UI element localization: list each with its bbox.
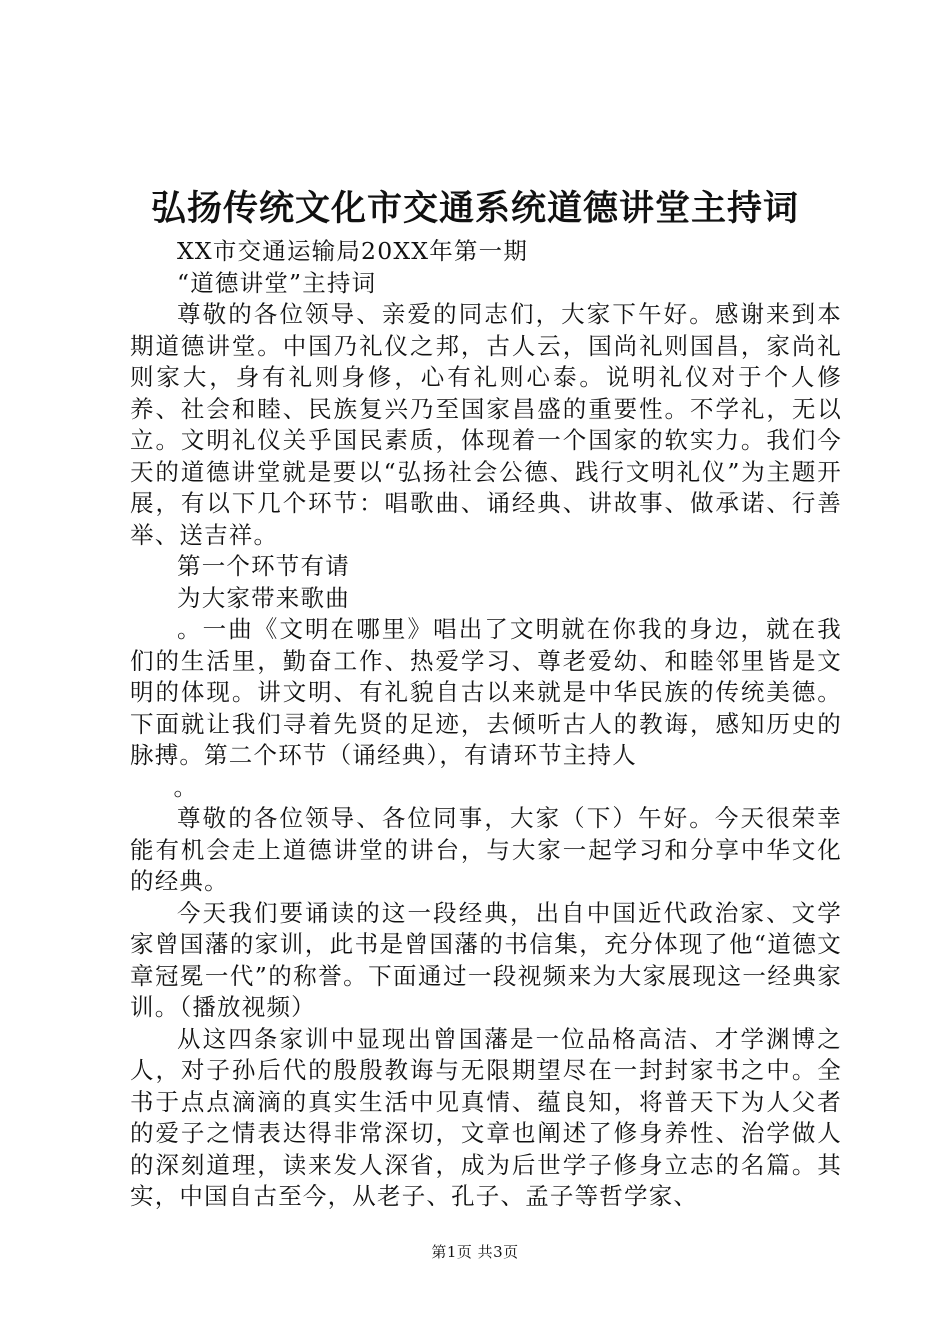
paragraph-first-segment: 第一个环节有请 (177, 552, 350, 580)
paragraph-greeting: 尊敬的各位领导、各位同事，大家（下）午好。今天很荣幸能有机会走上道德讲堂的讲台，与大家一起学习和分享中华文化的经典。 (130, 804, 842, 895)
paragraph-period: 。 (173, 772, 199, 801)
document-body (130, 236, 842, 1213)
paragraph-subtitle: “道德讲堂”主持词 (177, 268, 377, 297)
paragraph-opening: 尊敬的各位领导、亲爱的同志们，大家下午好。感谢来到本期道德讲堂。中国乃礼仪之邦，古人云，国尚礼则国昌，家尚礼则家大，身有礼则身修，心有礼则心泰。说明礼仪对于个人修养、社会和睦、民族复兴乃至国家昌盛的重要性。不学礼，无以立。文明礼仪关乎国民素质，体现着一个国家的软实力。我们今天的道德讲堂就是要以“弘扬社会公德、践行文明礼仪”为主题开展，有以下几个环节：唱歌曲、诵经典、讲故事、做承诺、行善举、送吉祥。 (130, 300, 842, 549)
paragraph-classic-commentary: 从这四条家训中显现出曾国藩是一位品格高洁、才学渊博之人，对子孙后代的殷殷教诲与无限期望尽在一封封家书之中。全书于点点滴滴的真实生活中见真情、蕴良知，将普天下为人父者的爱子之情表达得非常深切，文章也阐述了修身养性、治学做人的深刻道理，读来发人深省，成为后世学子修身立志的名篇。其实，中国自古至今，从老子、孔子、孟子等哲学家、 (130, 1024, 842, 1210)
page-footer: 第1页 共3页 (431, 1243, 519, 1261)
paragraph-issue-line: XX市交通运输局20XX年第一期 (177, 237, 529, 265)
document-title: 弘扬传统文化市交通系统道德讲堂主持词 (150, 189, 799, 229)
paragraph-classic-intro: 今天我们要诵读的这一段经典，出自中国近代政治家、文学家曾国藩的家训，此书是曾国藩的书信集，充分体现了他“道德文章冠冕一代”的称誉。下面通过一段视频来为大家展现这一经典家训。（播放视频） (130, 898, 842, 1021)
paragraph-song-summary: 。一曲《文明在哪里》唱出了文明就在你我的身边，就在我们的生活里，勤奋工作、热爱学习、尊老爱幼、和睦邻里皆是文明的体现。讲文明、有礼貌自古以来就是中华民族的传统美德。下面就让我们寻着先贤的足迹，去倾听古人的教诲，感知历史的脉搏。第二个环节（诵经典），有请环节主持人 (130, 615, 842, 769)
paragraph-song-intro: 为大家带来歌曲 (177, 583, 350, 612)
